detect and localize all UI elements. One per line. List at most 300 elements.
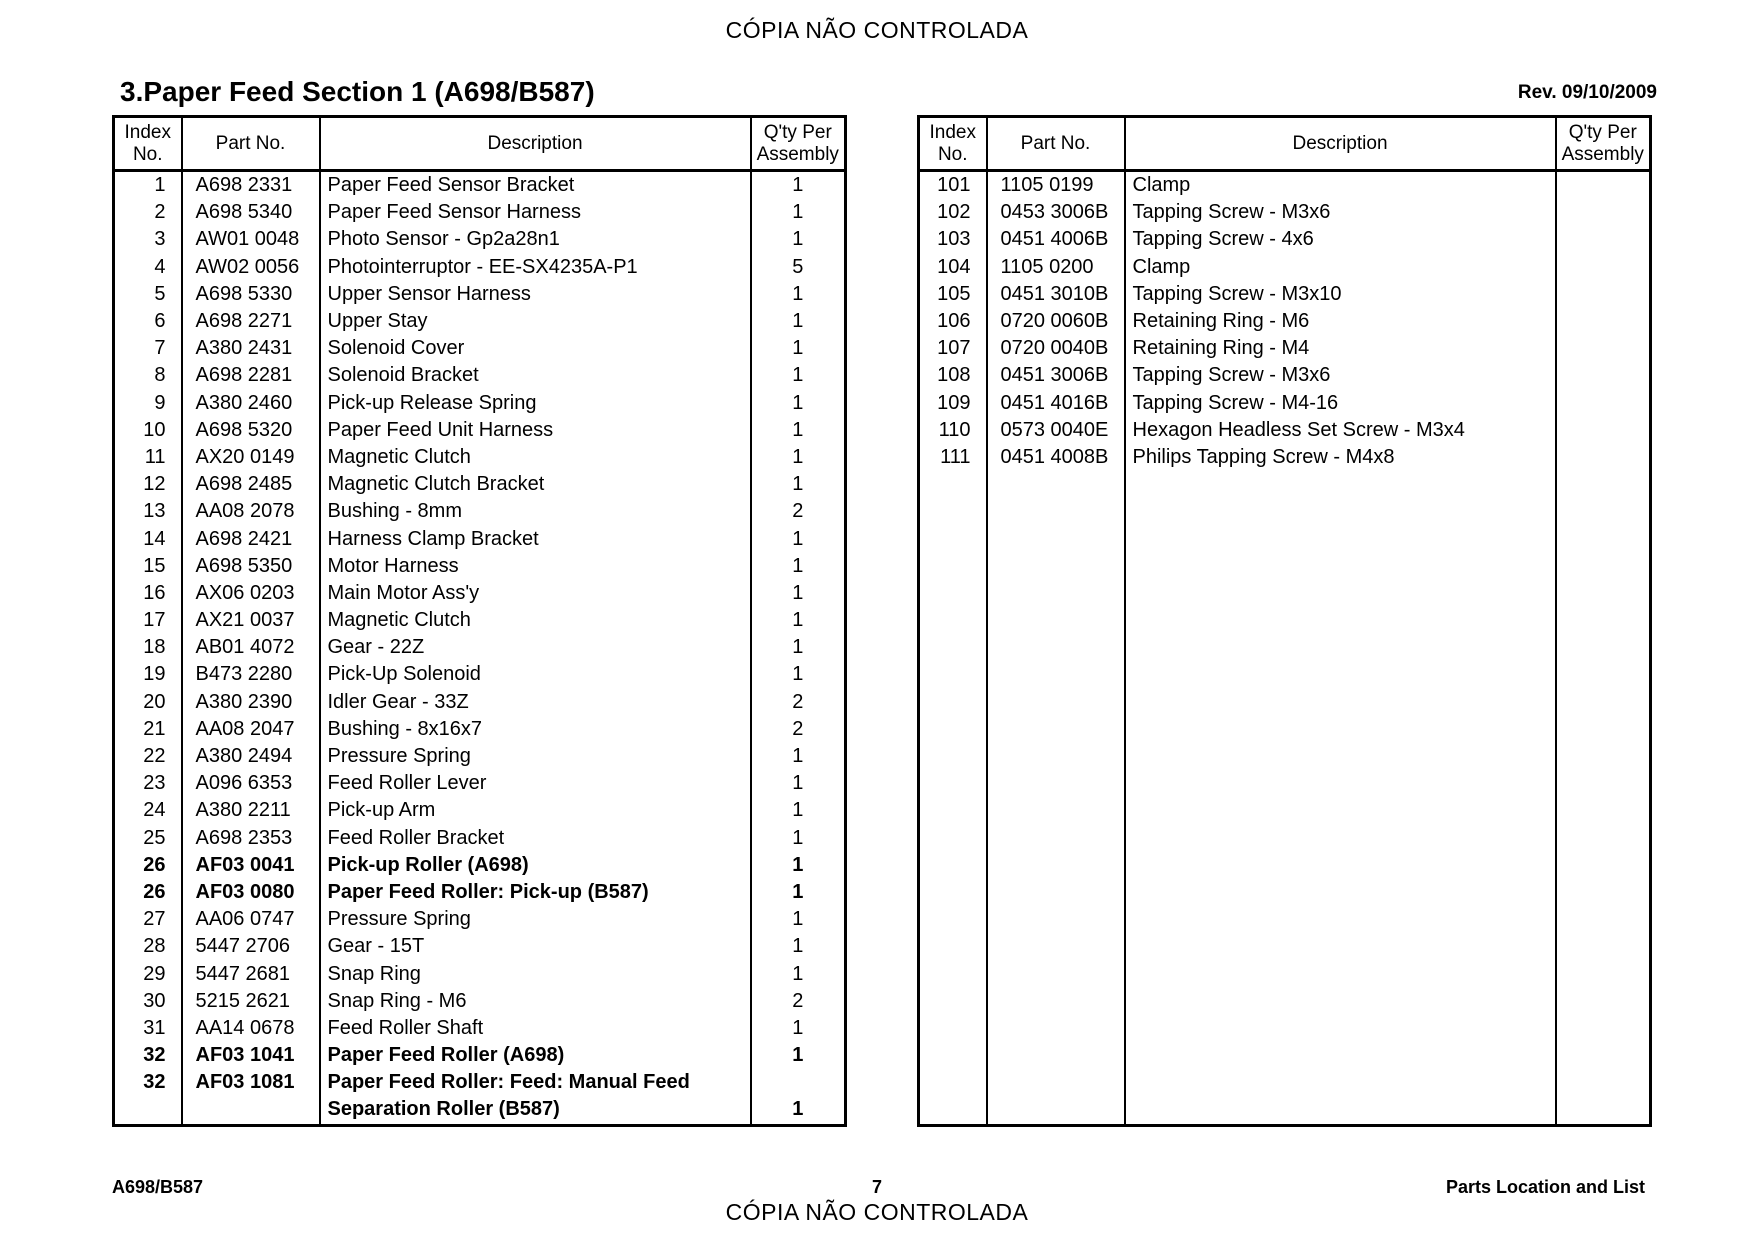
description-cell: Pick-up Release Spring	[320, 390, 751, 417]
table-row	[919, 171, 1651, 200]
description-cell: Feed Roller Lever	[320, 770, 751, 797]
empty-cell	[919, 661, 987, 688]
empty-cell	[1556, 634, 1651, 661]
empty-cell	[919, 1069, 987, 1096]
part-no-cell: A698 5340	[182, 199, 320, 226]
part-no-cell: B473 2280	[182, 661, 320, 688]
empty-cell	[1556, 661, 1651, 688]
empty-row	[919, 960, 1651, 987]
part-no-cell: 0451 3006B	[987, 362, 1125, 389]
part-no-cell: AX06 0203	[182, 580, 320, 607]
description-cell: Pressure Spring	[320, 743, 751, 770]
empty-cell	[919, 906, 987, 933]
description-cell: Magnetic Clutch	[320, 444, 751, 471]
table-row	[919, 362, 1651, 389]
empty-cell	[919, 607, 987, 634]
empty-cell	[1125, 689, 1556, 716]
empty-cell	[1556, 743, 1651, 770]
index-cell: 108	[919, 362, 987, 389]
description-cell: Snap Ring	[320, 960, 751, 987]
empty-cell	[1125, 607, 1556, 634]
part-no-cell: AA08 2078	[182, 498, 320, 525]
description-cell: Paper Feed Roller: Feed: Manual Feed	[320, 1069, 751, 1096]
description-cell: Bushing - 8x16x7	[320, 716, 751, 743]
parts-table-left	[112, 115, 847, 1127]
empty-cell	[919, 716, 987, 743]
part-no-cell: 5447 2681	[182, 960, 320, 987]
qty-cell: 1	[751, 825, 846, 852]
qty-cell: 2	[751, 716, 846, 743]
part-no-cell: AF03 1081	[182, 1069, 320, 1096]
empty-cell	[1556, 525, 1651, 552]
empty-cell	[1556, 1096, 1651, 1125]
empty-cell	[987, 879, 1125, 906]
index-cell: 7	[114, 335, 182, 362]
index-cell: 11	[114, 444, 182, 471]
index-cell: 102	[919, 199, 987, 226]
description-cell: Pick-Up Solenoid	[320, 661, 751, 688]
index-cell: 104	[919, 254, 987, 281]
header-index-label: Index No.	[929, 121, 976, 165]
table-row	[114, 607, 846, 634]
empty-cell	[1125, 1069, 1556, 1096]
qty-cell: 1	[751, 362, 846, 389]
qty-cell: 1	[751, 226, 846, 253]
description-cell: Photointerruptor - EE-SX4235A-P1	[320, 254, 751, 281]
empty-row	[919, 1042, 1651, 1069]
empty-cell	[1125, 906, 1556, 933]
empty-row	[919, 852, 1651, 879]
empty-cell	[919, 852, 987, 879]
empty-cell	[919, 553, 987, 580]
table-row	[919, 390, 1651, 417]
description-cell: Paper Feed Unit Harness	[320, 417, 751, 444]
table-row	[114, 525, 846, 552]
empty-row	[919, 689, 1651, 716]
table-row	[114, 960, 846, 987]
empty-row	[919, 825, 1651, 852]
qty-cell: 1	[751, 417, 846, 444]
empty-cell	[1125, 1015, 1556, 1042]
empty-row	[919, 906, 1651, 933]
empty-row	[919, 743, 1651, 770]
empty-cell	[987, 825, 1125, 852]
description-cell: Upper Sensor Harness	[320, 281, 751, 308]
column-header-qty	[1556, 117, 1651, 171]
empty-cell	[1556, 1015, 1651, 1042]
empty-cell	[1556, 988, 1651, 1015]
qty-cell: 2	[751, 689, 846, 716]
table-row	[114, 498, 846, 525]
description-cell: Pick-up Roller (A698)	[320, 852, 751, 879]
empty-cell	[919, 471, 987, 498]
part-no-cell: A380 2460	[182, 390, 320, 417]
part-no-cell: 0573 0040E	[987, 417, 1125, 444]
part-no-cell: A698 5330	[182, 281, 320, 308]
empty-cell	[1125, 661, 1556, 688]
index-cell: 10	[114, 417, 182, 444]
part-no-cell: AA06 0747	[182, 906, 320, 933]
empty-cell	[1125, 580, 1556, 607]
qty-cell: 1	[751, 634, 846, 661]
empty-cell	[1556, 797, 1651, 824]
footer-model: A698/B587	[112, 1177, 204, 1197]
empty-row	[919, 797, 1651, 824]
column-header-part-no	[182, 117, 320, 171]
column-header-part-no	[987, 117, 1125, 171]
qty-cell: 5	[751, 254, 846, 281]
table-row	[114, 634, 846, 661]
empty-cell	[1125, 634, 1556, 661]
column-header-description	[1125, 117, 1556, 171]
header-index-label: Index No.	[124, 121, 171, 165]
table-row	[919, 444, 1651, 471]
qty-cell: 1	[751, 390, 846, 417]
part-no-cell	[182, 1096, 320, 1125]
qty-cell: 1	[751, 770, 846, 797]
qty-cell: 1	[751, 960, 846, 987]
empty-cell	[919, 580, 987, 607]
column-header-description	[320, 117, 751, 171]
description-cell: Retaining Ring - M6	[1125, 308, 1556, 335]
empty-cell	[987, 770, 1125, 797]
empty-cell	[1556, 689, 1651, 716]
index-cell: 31	[114, 1015, 182, 1042]
empty-cell	[1125, 471, 1556, 498]
watermark-top: CÓPIA NÃO CONTROLADA	[725, 17, 1029, 43]
index-cell: 106	[919, 308, 987, 335]
table-row	[114, 906, 846, 933]
empty-cell	[1125, 879, 1556, 906]
empty-cell	[1556, 1069, 1651, 1096]
empty-cell	[919, 1042, 987, 1069]
index-cell: 30	[114, 988, 182, 1015]
part-no-cell: 0451 4008B	[987, 444, 1125, 471]
index-cell: 111	[919, 444, 987, 471]
empty-cell	[919, 634, 987, 661]
parts-table-right	[917, 115, 1652, 1127]
index-cell: 5	[114, 281, 182, 308]
description-cell: Tapping Screw - M3x6	[1125, 199, 1556, 226]
part-no-cell: AF03 0041	[182, 852, 320, 879]
empty-row	[919, 988, 1651, 1015]
description-cell: Tapping Screw - M3x10	[1125, 281, 1556, 308]
index-cell: 9	[114, 390, 182, 417]
part-no-cell: AF03 1041	[182, 1042, 320, 1069]
empty-cell	[987, 797, 1125, 824]
description-cell: Clamp	[1125, 254, 1556, 281]
page-title: 3.Paper Feed Section 1 (A698/B587)	[120, 76, 595, 107]
empty-cell	[919, 1096, 987, 1125]
description-cell: Clamp	[1125, 171, 1556, 200]
empty-cell	[919, 525, 987, 552]
table-row	[114, 171, 846, 200]
empty-cell	[987, 553, 1125, 580]
empty-cell	[987, 716, 1125, 743]
table-row	[114, 716, 846, 743]
description-cell: Magnetic Clutch Bracket	[320, 471, 751, 498]
qty-cell: 1	[751, 471, 846, 498]
part-no-cell: A698 2271	[182, 308, 320, 335]
index-cell: 24	[114, 797, 182, 824]
description-cell: Paper Feed Sensor Harness	[320, 199, 751, 226]
empty-cell	[987, 525, 1125, 552]
qty-cell: 1	[751, 661, 846, 688]
empty-row	[919, 1096, 1651, 1125]
empty-cell	[919, 498, 987, 525]
description-cell: Paper Feed Roller (A698)	[320, 1042, 751, 1069]
table-row	[114, 362, 846, 389]
index-cell: 22	[114, 743, 182, 770]
empty-cell	[919, 797, 987, 824]
table-row	[919, 281, 1651, 308]
description-cell: Feed Roller Shaft	[320, 1015, 751, 1042]
description-cell: Upper Stay	[320, 308, 751, 335]
table-row	[114, 580, 846, 607]
footer-section-name: Parts Location and List	[1445, 1177, 1645, 1197]
empty-cell	[1556, 770, 1651, 797]
table-row	[114, 825, 846, 852]
empty-cell	[987, 580, 1125, 607]
empty-row	[919, 933, 1651, 960]
part-no-cell: AW01 0048	[182, 226, 320, 253]
watermark-bottom: CÓPIA NÃO CONTROLADA	[725, 1199, 1029, 1225]
qty-cell: 1	[751, 797, 846, 824]
header-desc-label: Description	[1292, 132, 1388, 154]
index-cell: 3	[114, 226, 182, 253]
description-cell: Bushing - 8mm	[320, 498, 751, 525]
table-row	[114, 444, 846, 471]
description-cell: Snap Ring - M6	[320, 988, 751, 1015]
empty-cell	[1556, 716, 1651, 743]
empty-cell	[987, 1096, 1125, 1125]
index-cell: 110	[919, 417, 987, 444]
table-row	[114, 797, 846, 824]
index-cell: 25	[114, 825, 182, 852]
empty-cell	[1556, 1042, 1651, 1069]
description-cell: Gear - 22Z	[320, 634, 751, 661]
empty-cell	[987, 933, 1125, 960]
empty-row	[919, 770, 1651, 797]
table-row	[919, 417, 1651, 444]
table-row	[114, 335, 846, 362]
table-row	[114, 281, 846, 308]
table-row	[114, 770, 846, 797]
description-cell: Feed Roller Bracket	[320, 825, 751, 852]
index-cell: 101	[919, 171, 987, 200]
part-no-cell: 1105 0200	[987, 254, 1125, 281]
qty-cell	[1556, 417, 1651, 444]
empty-cell	[1556, 960, 1651, 987]
column-header-qty	[751, 117, 846, 171]
table-row	[114, 1015, 846, 1042]
empty-row	[919, 471, 1651, 498]
empty-cell	[987, 1015, 1125, 1042]
qty-cell: 1	[751, 1042, 846, 1069]
table-row	[114, 254, 846, 281]
empty-cell	[919, 933, 987, 960]
empty-cell	[1556, 852, 1651, 879]
description-cell: Tapping Screw - M3x6	[1125, 362, 1556, 389]
header-qty-label: Q'ty Per Assembly	[756, 121, 839, 165]
empty-cell	[1125, 716, 1556, 743]
description-cell: Main Motor Ass'y	[320, 580, 751, 607]
part-no-cell: A698 2331	[182, 171, 320, 200]
empty-row	[919, 1069, 1651, 1096]
part-no-cell: AA14 0678	[182, 1015, 320, 1042]
empty-cell	[919, 689, 987, 716]
column-header-index	[919, 117, 987, 171]
qty-cell: 1	[751, 1096, 846, 1125]
empty-row	[919, 716, 1651, 743]
empty-cell	[919, 825, 987, 852]
table-row	[114, 417, 846, 444]
table-row	[114, 1069, 846, 1096]
table-row	[114, 390, 846, 417]
empty-cell	[1556, 580, 1651, 607]
table-row	[919, 226, 1651, 253]
index-cell: 15	[114, 553, 182, 580]
empty-cell	[1556, 879, 1651, 906]
header-part-label: Part No.	[1020, 132, 1091, 154]
qty-cell: 1	[751, 444, 846, 471]
parts-table-left-body	[114, 171, 846, 1126]
index-cell	[114, 1096, 182, 1125]
qty-cell: 1	[751, 525, 846, 552]
empty-row	[919, 879, 1651, 906]
index-cell: 8	[114, 362, 182, 389]
table-row	[114, 933, 846, 960]
qty-cell	[1556, 362, 1651, 389]
part-no-cell: 5447 2706	[182, 933, 320, 960]
footer-page-number: 7	[871, 1177, 882, 1197]
table-row	[114, 308, 846, 335]
qty-cell: 2	[751, 498, 846, 525]
empty-cell	[1125, 498, 1556, 525]
table-row	[114, 852, 846, 879]
description-cell: Gear - 15T	[320, 933, 751, 960]
index-cell: 23	[114, 770, 182, 797]
empty-cell	[1125, 852, 1556, 879]
empty-cell	[987, 906, 1125, 933]
index-cell: 109	[919, 390, 987, 417]
empty-cell	[1556, 471, 1651, 498]
qty-cell: 1	[751, 743, 846, 770]
table-header-row	[919, 117, 1651, 171]
qty-cell: 1	[751, 335, 846, 362]
empty-cell	[1556, 498, 1651, 525]
index-cell: 2	[114, 199, 182, 226]
index-cell: 12	[114, 471, 182, 498]
qty-cell: 2	[751, 988, 846, 1015]
description-cell: Motor Harness	[320, 553, 751, 580]
qty-cell	[1556, 390, 1651, 417]
empty-cell	[987, 607, 1125, 634]
empty-cell	[1125, 1096, 1556, 1125]
index-cell: 20	[114, 689, 182, 716]
index-cell: 14	[114, 525, 182, 552]
empty-cell	[987, 852, 1125, 879]
empty-cell	[1125, 770, 1556, 797]
description-cell: Photo Sensor - Gp2a28n1	[320, 226, 751, 253]
qty-cell: 1	[751, 607, 846, 634]
empty-cell	[1125, 825, 1556, 852]
qty-cell	[1556, 226, 1651, 253]
description-cell: Solenoid Bracket	[320, 362, 751, 389]
description-cell: Solenoid Cover	[320, 335, 751, 362]
empty-cell	[919, 770, 987, 797]
empty-cell	[987, 471, 1125, 498]
part-no-cell: A698 5350	[182, 553, 320, 580]
empty-row	[919, 1015, 1651, 1042]
empty-cell	[919, 1015, 987, 1042]
empty-cell	[987, 960, 1125, 987]
header-qty-label: Q'ty Per Assembly	[1561, 121, 1644, 165]
description-cell: Magnetic Clutch	[320, 607, 751, 634]
table-row	[114, 988, 846, 1015]
part-no-cell: 0720 0060B	[987, 308, 1125, 335]
table-row	[114, 1042, 846, 1069]
part-no-cell: AF03 0080	[182, 879, 320, 906]
index-cell: 18	[114, 634, 182, 661]
qty-cell: 1	[751, 580, 846, 607]
description-cell: Separation Roller (B587)	[320, 1096, 751, 1125]
part-no-cell: 0453 3006B	[987, 199, 1125, 226]
description-cell: Harness Clamp Bracket	[320, 525, 751, 552]
empty-row	[919, 498, 1651, 525]
table-row	[114, 226, 846, 253]
table-row	[919, 308, 1651, 335]
revision-date: Rev. 09/10/2009	[1517, 82, 1657, 103]
qty-cell	[1556, 254, 1651, 281]
index-cell: 16	[114, 580, 182, 607]
empty-cell	[1125, 797, 1556, 824]
empty-cell	[919, 988, 987, 1015]
part-no-cell: A698 2485	[182, 471, 320, 498]
index-cell: 1	[114, 171, 182, 200]
description-cell: Pick-up Arm	[320, 797, 751, 824]
qty-cell: 1	[751, 933, 846, 960]
description-cell: Retaining Ring - M4	[1125, 335, 1556, 362]
table-row	[114, 199, 846, 226]
index-cell: 19	[114, 661, 182, 688]
table-row	[114, 879, 846, 906]
qty-cell: 1	[751, 1015, 846, 1042]
table-row	[114, 553, 846, 580]
qty-cell	[1556, 335, 1651, 362]
empty-cell	[1125, 743, 1556, 770]
description-cell: Idler Gear - 33Z	[320, 689, 751, 716]
qty-cell	[1556, 308, 1651, 335]
empty-cell	[1125, 988, 1556, 1015]
part-no-cell: AX21 0037	[182, 607, 320, 634]
empty-row	[919, 525, 1651, 552]
part-no-cell: 0451 4006B	[987, 226, 1125, 253]
description-cell: Paper Feed Roller: Pick-up (B587)	[320, 879, 751, 906]
part-no-cell: 0451 4016B	[987, 390, 1125, 417]
index-cell: 103	[919, 226, 987, 253]
empty-cell	[987, 634, 1125, 661]
part-no-cell: A380 2211	[182, 797, 320, 824]
index-cell: 107	[919, 335, 987, 362]
empty-cell	[1556, 553, 1651, 580]
empty-cell	[987, 689, 1125, 716]
table-row	[919, 199, 1651, 226]
empty-cell	[1125, 960, 1556, 987]
empty-cell	[987, 661, 1125, 688]
empty-cell	[987, 743, 1125, 770]
empty-cell	[1556, 825, 1651, 852]
